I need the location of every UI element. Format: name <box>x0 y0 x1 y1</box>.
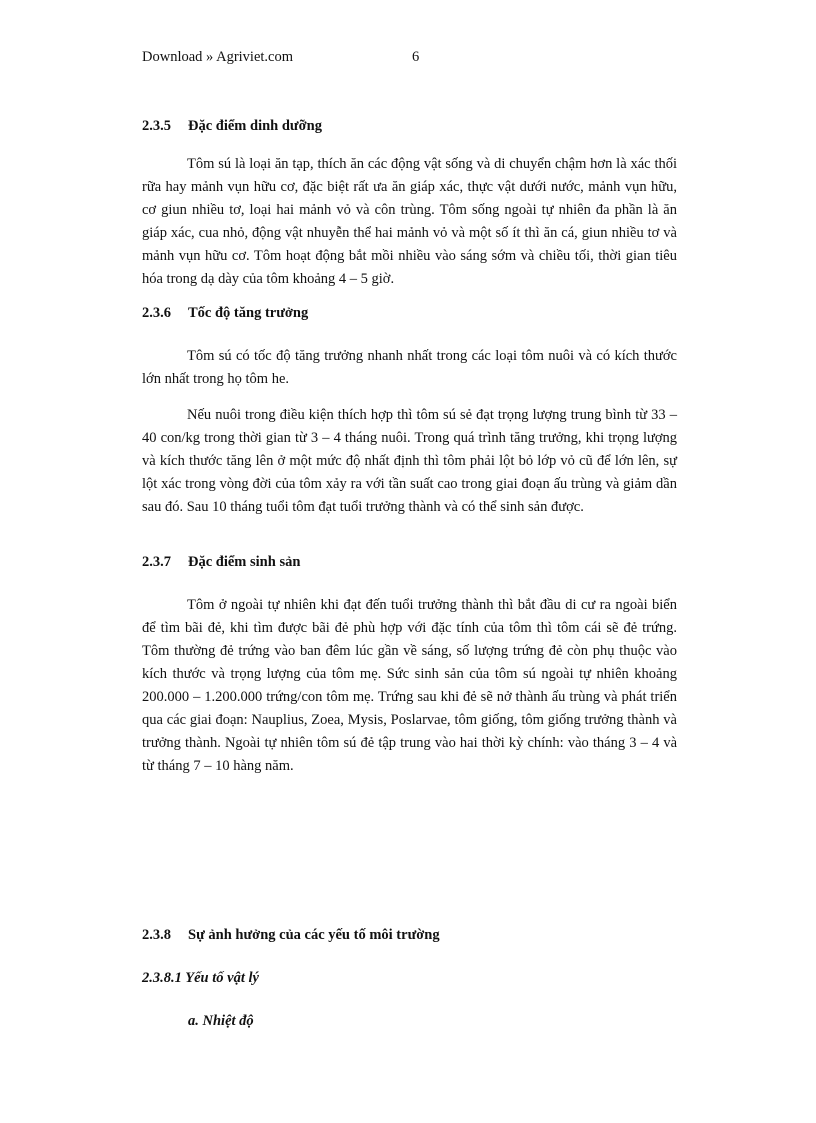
subsection-heading-2-3-8-1 <box>142 970 259 987</box>
section-heading-2-3-8 <box>142 927 440 944</box>
section-number: 2.3.7 <box>142 554 171 570</box>
page-header <box>142 49 702 69</box>
section-heading-2-3-7 <box>142 554 300 571</box>
section-number: 2.3.6 <box>142 305 171 321</box>
section-heading-2-3-6 <box>142 305 308 322</box>
subsubsection-heading-temperature <box>188 1013 254 1030</box>
subsection-number: 2.3.8.1 <box>142 970 182 986</box>
paragraph-growth-conditions: Nếu nuôi trong điều kiện thích hợp thì tôm sú sẻ đạt trọng lượng trung bình từ 33 – 40 con/kg trong thời gian từ 3 – 4 tháng nuôi. Trong quá trình tăng trưởng, khi trọng lượng và kích thước tăng lên ở một mức độ nhất định thì tôm phải lột bỏ lớp vỏ cũ để lớn lên, sự lột xác trong vòng đời của tôm xảy ra với tần suất cao trong giai đoạn ấu trùng và giảm dần sau đó. Sau 10 tháng tuổi tôm đạt tuổi trưởng thành và có thể sinh sản được. <box>142 407 677 515</box>
section-heading-2-3-5 <box>142 118 322 135</box>
section-title: Đặc điểm dinh dưỡng <box>188 118 322 134</box>
paragraph-nutrition: Tôm sú là loại ăn tạp, thích ăn các động vật sống và di chuyển chậm hơn là xác thối rữa hay mảnh vụn hữu cơ, đặc biệt rất ưa ăn giáp xác, thực vật dưới nước, mảnh vụn hữu, cơ giun nhiều tơ, loại hai mảnh vỏ và côn trùng. Tôm sống ngoài tự nhiên đa phần là ăn giáp xác, cua nhỏ, động vật nhuyễn thể hai mảnh vỏ và một số ít thì ăn cá, giun nhiều tơ và mảnh vụn hữu cơ. Tôm hoạt động bắt mồi nhiều vào sáng sớm và chiều tối, thời gian tiêu hóa trong dạ dày của tôm khoảng 4 – 5 giờ. <box>142 156 677 287</box>
section-title: Đặc điểm sinh sản <box>188 554 301 570</box>
source-label: Download » Agriviet.com <box>142 49 294 65</box>
paragraph-reproduction: Tôm ở ngoài tự nhiên khi đạt đến tuổi trưởng thành thì bắt đầu di cư ra ngoài biển để tìm bãi đẻ, khi tìm được bãi đẻ phù hợp với đặc tính của tôm thì tôm cái sẽ đẻ trứng. Tôm thường đẻ trứng vào ban đêm lúc gần về sáng, số lượng trứng đẻ còn phụ thuộc vào kích thước và trọng lượng của tôm mẹ. Sức sinh sản của tôm sú ngoài tự nhiên khoảng 200.000 – 1.200.000 trứng/con tôm mẹ. Trứng sau khi đẻ sẽ nở thành ấu trùng và phát triển qua các giai đoạn: Nauplius, Zoea, Mysis, Poslarvae, tôm giống, tôm giống trưởng thành và trưởng thành. Ngoài tự nhiên tôm sú đẻ tập trung vào hai thời kỳ chính: vào tháng 3 – 4 và từ tháng 7 – 10 hàng năm. <box>142 597 677 774</box>
section-title: Tốc độ tăng trưởng <box>188 305 309 321</box>
subsubsection-title: a. Nhiệt độ <box>188 1013 254 1029</box>
paragraph-growth-rate: Tôm sú có tốc độ tăng trưởng nhanh nhất trong các loại tôm nuôi và có kích thước lớn nhất trong họ tôm he. <box>142 348 677 387</box>
subsection-title: Yếu tố vật lý <box>185 970 259 986</box>
page-number: 6 <box>412 49 420 65</box>
section-title: Sự ảnh hưởng của các yếu tố môi trường <box>188 927 440 943</box>
section-number: 2.3.8 <box>142 927 171 943</box>
section-number: 2.3.5 <box>142 118 171 134</box>
